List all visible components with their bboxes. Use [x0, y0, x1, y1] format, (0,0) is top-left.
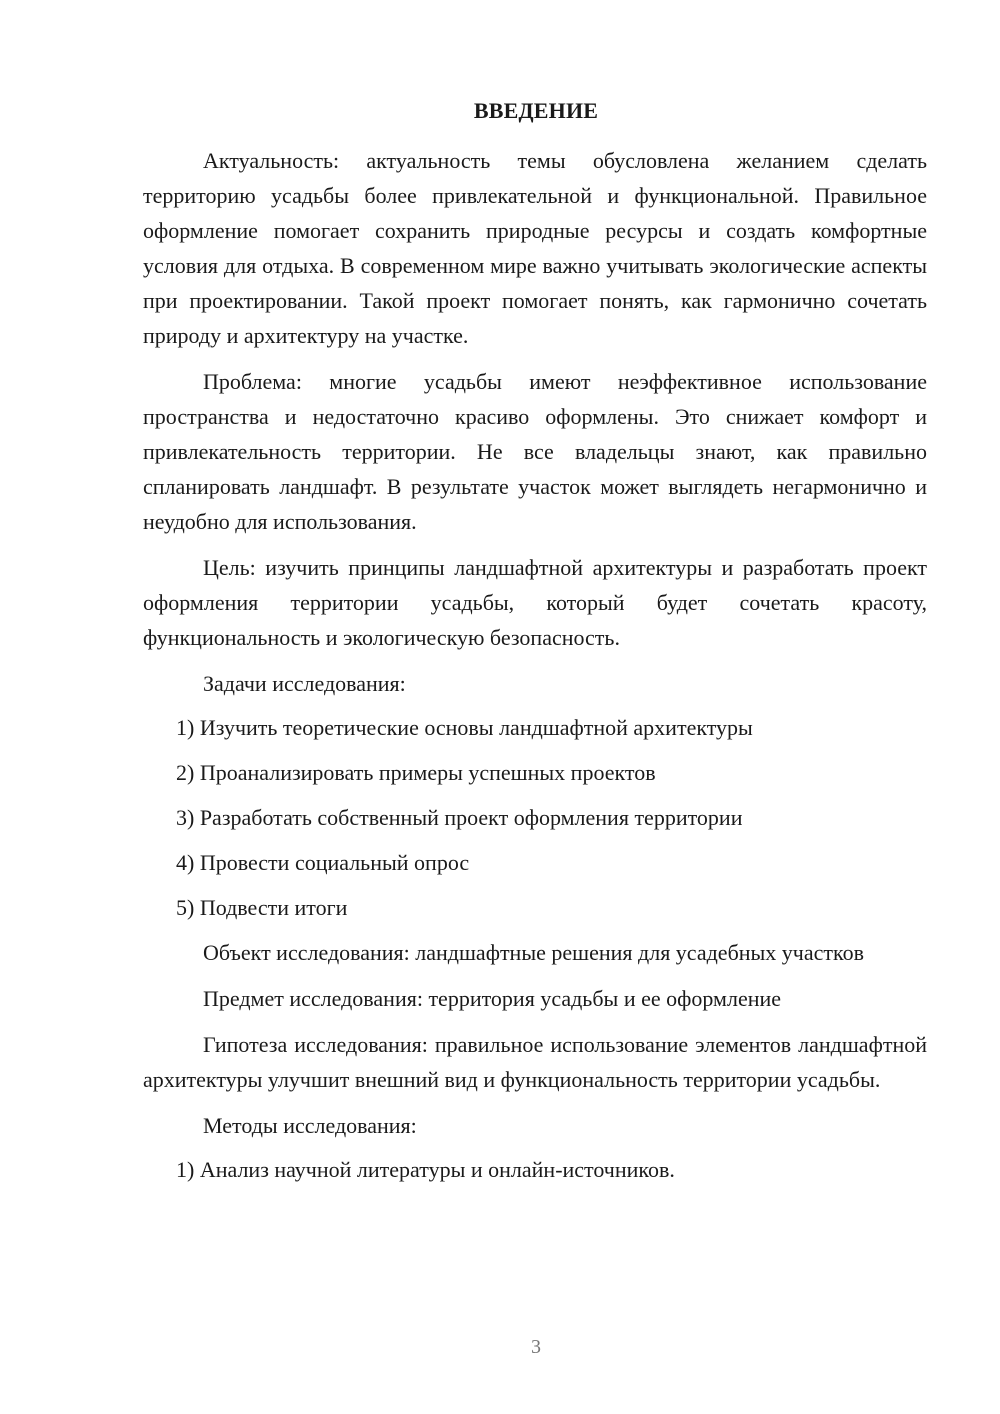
task-item: 1) Изучить теоретические основы ландшафтной архитектуры — [176, 715, 753, 740]
task-item: 4) Провести социальный опрос — [176, 850, 470, 875]
object-paragraph: Объект исследования: ландшафтные решения для усадебных участков — [203, 940, 864, 965]
document-body — [143, 143, 927, 1197]
methods-heading: Методы исследования: — [203, 1113, 417, 1138]
subject-paragraph: Предмет исследования: территория усадьбы и ее оформление — [203, 986, 782, 1011]
method-item: 1) Анализ научной литературы и онлайн-источников. — [176, 1157, 675, 1182]
problem-paragraph: Проблема: многие усадьбы имеют неэффективное использование пространства и недостаточно красиво оформлены. Это снижает комфорт и привлекательность территории. Не все владельцы знают, как правильно спланировать ландшафт. В результате участок может выглядеть негармонично и неудобно для использования. — [143, 369, 927, 534]
page-number: 3 — [531, 1336, 541, 1358]
hypothesis-paragraph: Гипотеза исследования: правильное использование элементов ландшафтной архитектуры улучшит внешний вид и функциональность территории усадьбы. — [143, 1032, 927, 1092]
page-title: ВВЕДЕНИЕ — [473, 98, 599, 123]
tasks-heading: Задачи исследования: — [203, 671, 406, 696]
task-item: 5) Подвести итоги — [176, 895, 348, 920]
task-item: 2) Проанализировать примеры успешных проектов — [176, 760, 656, 785]
relevance-paragraph: Актуальность: актуальность темы обусловлена желанием сделать территорию усадьбы более привлекательной и функциональной. Правильное оформление помогает сохранить природные ресурсы и создать комфортные условия для отдыха. В современном мире важно учитывать экологические аспекты при проектировании. Такой проект помогает понять, как гармонично сочетать природу и архитектуру на участке. — [143, 148, 927, 348]
task-item: 3) Разработать собственный проект оформления территории — [176, 805, 743, 830]
goal-paragraph: Цель: изучить принципы ландшафтной архитектуры и разработать проект оформления территории усадьбы, который будет сочетать красоту, функциональность и экологическую безопасность. — [143, 555, 927, 650]
